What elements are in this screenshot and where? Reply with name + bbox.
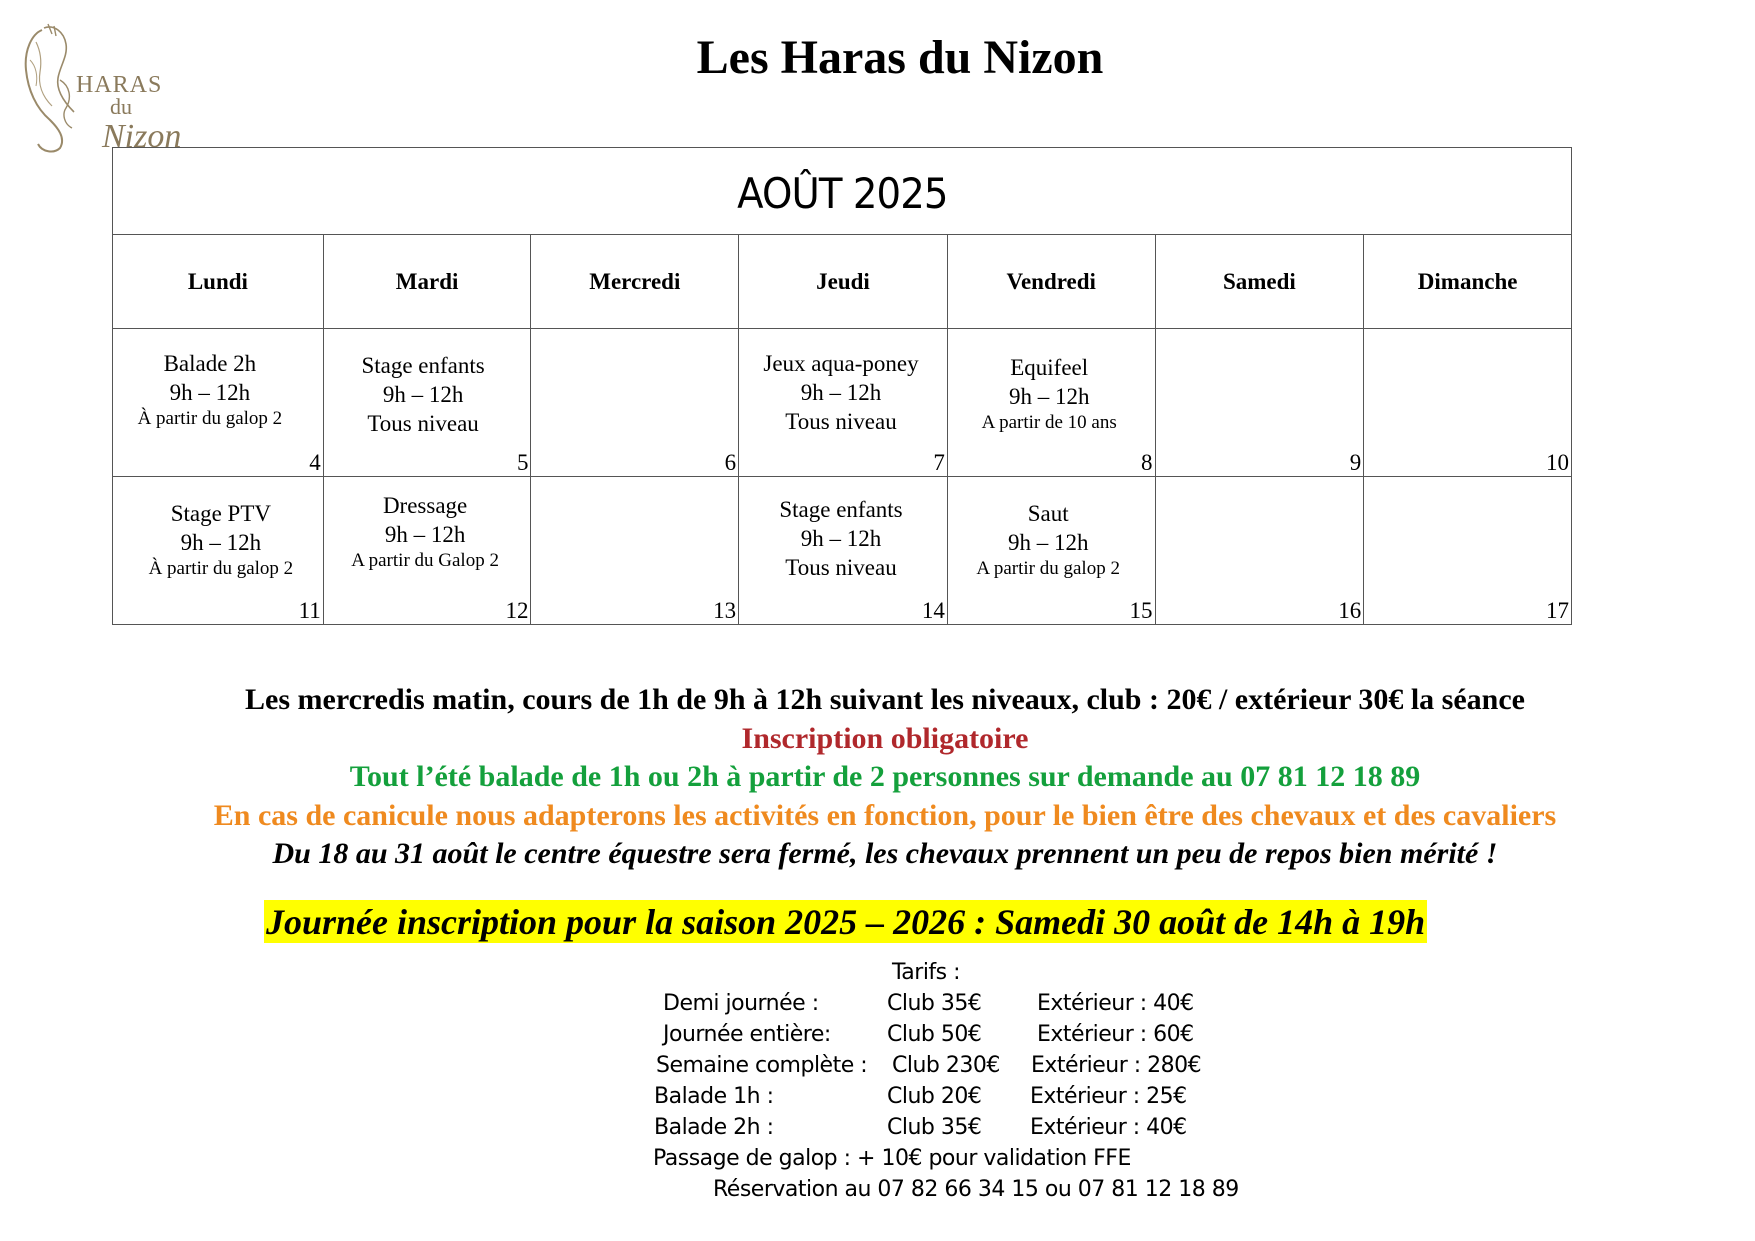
- day-number: 13: [713, 598, 737, 623]
- day-cell: [531, 329, 739, 477]
- activity-hours: 9h – 12h: [800, 380, 882, 405]
- heatwave-notice: En cas de canicule nous adapterons les activités en fonction, pour le bien être des chevaux et des cavaliers: [213, 799, 1557, 832]
- day-cell: [531, 477, 739, 625]
- tarif-label: Balade 1h :: [654, 1084, 774, 1109]
- tarif-ext: Extérieur : 40€: [1037, 991, 1194, 1016]
- activity-hours: 9h – 12h: [384, 522, 466, 547]
- activity: [735, 349, 947, 436]
- weekday-header: Samedi: [1155, 235, 1364, 329]
- activity-title: Saut: [1027, 501, 1069, 526]
- day-number: 15: [1129, 598, 1153, 623]
- tarif-ext: Extérieur : 280€: [1031, 1053, 1202, 1078]
- tarif-club: Club 230€: [892, 1053, 1000, 1078]
- reservation-contact: Réservation au 07 82 66 34 15 ou 07 81 12 18 89: [713, 1177, 1239, 1202]
- tarif-club: Club 35€: [887, 1115, 982, 1140]
- activity-level: A partir du Galop 2: [351, 550, 499, 571]
- day-number: 6: [724, 450, 737, 475]
- weekday-header: Jeudi: [739, 235, 948, 329]
- week-row: [113, 477, 1572, 625]
- tarif-label: Balade 2h :: [654, 1115, 774, 1140]
- day-cell: [113, 329, 324, 477]
- activity: [316, 351, 531, 438]
- activity-hours: 9h – 12h: [1007, 530, 1089, 555]
- summer-ride-notice: Tout l’été balade de 1h ou 2h à partir de 2 personnes sur demande au 07 81 12 18 89: [349, 760, 1421, 793]
- activity: [944, 353, 1155, 435]
- activity-level: Tous niveau: [367, 411, 479, 436]
- tarif-club: Club 35€: [887, 991, 982, 1016]
- activity-hours: 9h – 12h: [169, 380, 251, 405]
- activity-level: À partir du galop 2: [148, 558, 294, 579]
- activity-level: Tous niveau: [785, 555, 897, 580]
- tarif-label: Demi journée :: [663, 991, 819, 1016]
- tarif-ext: Extérieur : 60€: [1037, 1022, 1194, 1047]
- activity-title: Equifeel: [1010, 355, 1089, 380]
- day-number: 10: [1546, 450, 1569, 475]
- week-row: [113, 329, 1572, 477]
- weekday-header-row: [113, 235, 1572, 329]
- tarif-club: Club 20€: [887, 1084, 982, 1109]
- logo-text-haras: HARAS: [76, 72, 163, 98]
- day-cell: [947, 477, 1155, 625]
- tarif-club: Club 50€: [887, 1022, 982, 1047]
- activity-title: Jeux aqua-poney: [763, 351, 919, 376]
- month-title: AOÛT 2025: [736, 168, 948, 218]
- day-cell: [113, 477, 324, 625]
- activity-hours: 9h – 12h: [1008, 384, 1090, 409]
- closure-notice: Du 18 au 31 août le centre équestre sera fermé, les chevaux prennent un peu de repos bien mérité !: [272, 837, 1498, 870]
- day-number: 5: [516, 450, 529, 475]
- galop-fee-note: Passage de galop : + 10€ pour validation FFE: [653, 1146, 1131, 1171]
- wednesday-lessons-notice: Les mercredis matin, cours de 1h de 9h à 12h suivant les niveaux, club : 20€ / extérieur 30€ la séance: [245, 683, 1525, 716]
- day-number: 12: [505, 598, 529, 623]
- activity-hours: 9h – 12h: [180, 530, 262, 555]
- logo-text-du: du: [110, 94, 132, 119]
- day-cell: [323, 329, 531, 477]
- activity-level: Tous niveau: [785, 409, 897, 434]
- day-cell: [947, 329, 1155, 477]
- day-number: 11: [298, 598, 321, 623]
- activity-title: Balade 2h: [163, 351, 257, 376]
- activity-hours: 9h – 12h: [382, 382, 464, 407]
- weekday-header: Vendredi: [947, 235, 1155, 329]
- activity-title: Stage enfants: [361, 353, 485, 378]
- activity: [735, 495, 947, 582]
- page-title: Les Haras du Nizon: [696, 31, 1104, 84]
- month-title-cell: [113, 148, 1572, 235]
- logo-text-nizon: Nizon: [102, 118, 182, 155]
- day-cell: [1364, 329, 1572, 477]
- activity: [320, 491, 531, 573]
- day-number: 9: [1349, 450, 1362, 475]
- activity: [119, 499, 323, 581]
- tarif-label: Journée entière:: [663, 1022, 831, 1047]
- day-cell: [1364, 477, 1572, 625]
- activity-level: A partir du galop 2: [976, 558, 1120, 579]
- activity-hours: 9h – 12h: [800, 526, 882, 551]
- tarif-ext: Extérieur : 40€: [1030, 1115, 1187, 1140]
- day-number: 7: [933, 450, 945, 475]
- day-cell: [1155, 477, 1364, 625]
- activity-title: Stage PTV: [170, 501, 272, 526]
- day-number: 16: [1338, 598, 1362, 623]
- day-cell: [739, 477, 948, 625]
- activity-level: A partir de 10 ans: [981, 412, 1117, 433]
- day-number: 17: [1546, 598, 1569, 623]
- activity-level: À partir du galop 2: [137, 408, 283, 429]
- activity-title: Dressage: [382, 493, 468, 518]
- day-number: 4: [309, 450, 321, 475]
- weekday-header: Dimanche: [1364, 235, 1572, 329]
- day-number: 14: [921, 598, 945, 623]
- tarif-label: Semaine complète :: [656, 1053, 868, 1078]
- day-cell: [1155, 329, 1364, 477]
- day-cell: [739, 329, 948, 477]
- calendar-table: [112, 147, 1572, 625]
- weekday-header: Lundi: [113, 235, 324, 329]
- activity: [942, 499, 1155, 581]
- activity-title: Stage enfants: [779, 497, 903, 522]
- weekday-header: Mardi: [323, 235, 531, 329]
- weekday-header: Mercredi: [531, 235, 739, 329]
- day-cell: [323, 477, 531, 625]
- mandatory-registration-notice: Inscription obligatoire: [741, 722, 1029, 755]
- tarifs-heading: Tarifs :: [892, 960, 961, 985]
- registration-day-banner: Journée inscription pour la saison 2025 – 2026 : Samedi 30 août de 14h à 19h: [266, 902, 1426, 942]
- day-number: 8: [1141, 450, 1153, 475]
- activity: [97, 349, 323, 431]
- tarif-ext: Extérieur : 25€: [1030, 1084, 1187, 1109]
